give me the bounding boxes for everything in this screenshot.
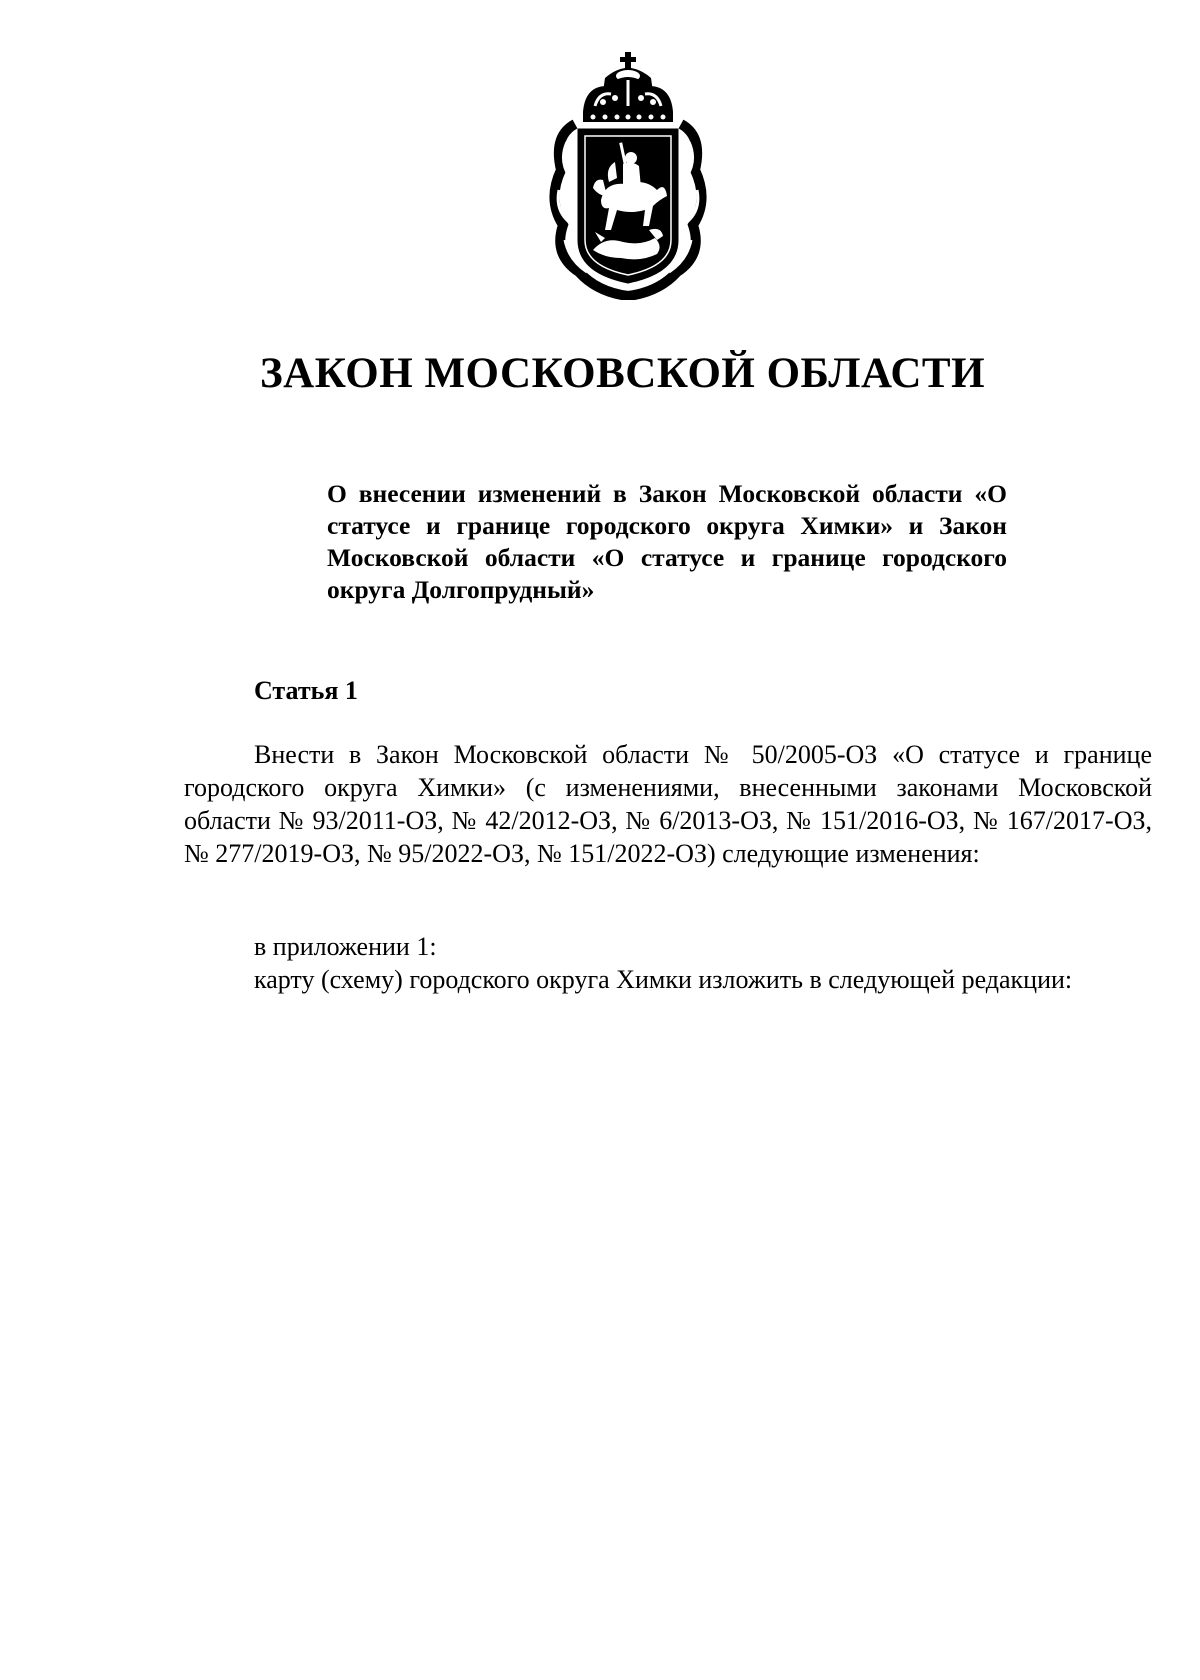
document-title: ЗАКОН МОСКОВСКОЙ ОБЛАСТИ xyxy=(259,350,986,397)
article-heading: Статья 1 xyxy=(254,676,358,705)
law-subject: О внесении изменений в Закон Московской области «О статусе и границе городского округа Химки» и Закон Московской области «О статусе и границе городского округа Долгопрудный» xyxy=(327,479,1007,604)
map-edit-line: карту (схему) городского округа Химки изложить в следующей редакции: xyxy=(254,965,1073,994)
cross-icon xyxy=(620,52,636,70)
appendix-line: в приложении 1: xyxy=(254,932,437,961)
article-body-paragraph: Внести в Закон Московской области № 50/2005-ОЗ «О статусе и границе городского округа Химки» (с изменениями, внесенными законами Московской области № 93/2011-ОЗ, № 42/2012-ОЗ, № 6/2013-ОЗ, № 151/2016-ОЗ, № 167/2017-ОЗ, № 277/2019-ОЗ, № 95/2022-ОЗ, № 151/2022-ОЗ) следующие изменения: xyxy=(184,740,1152,868)
coat-of-arms-icon xyxy=(545,50,711,300)
crown-icon xyxy=(583,68,673,122)
